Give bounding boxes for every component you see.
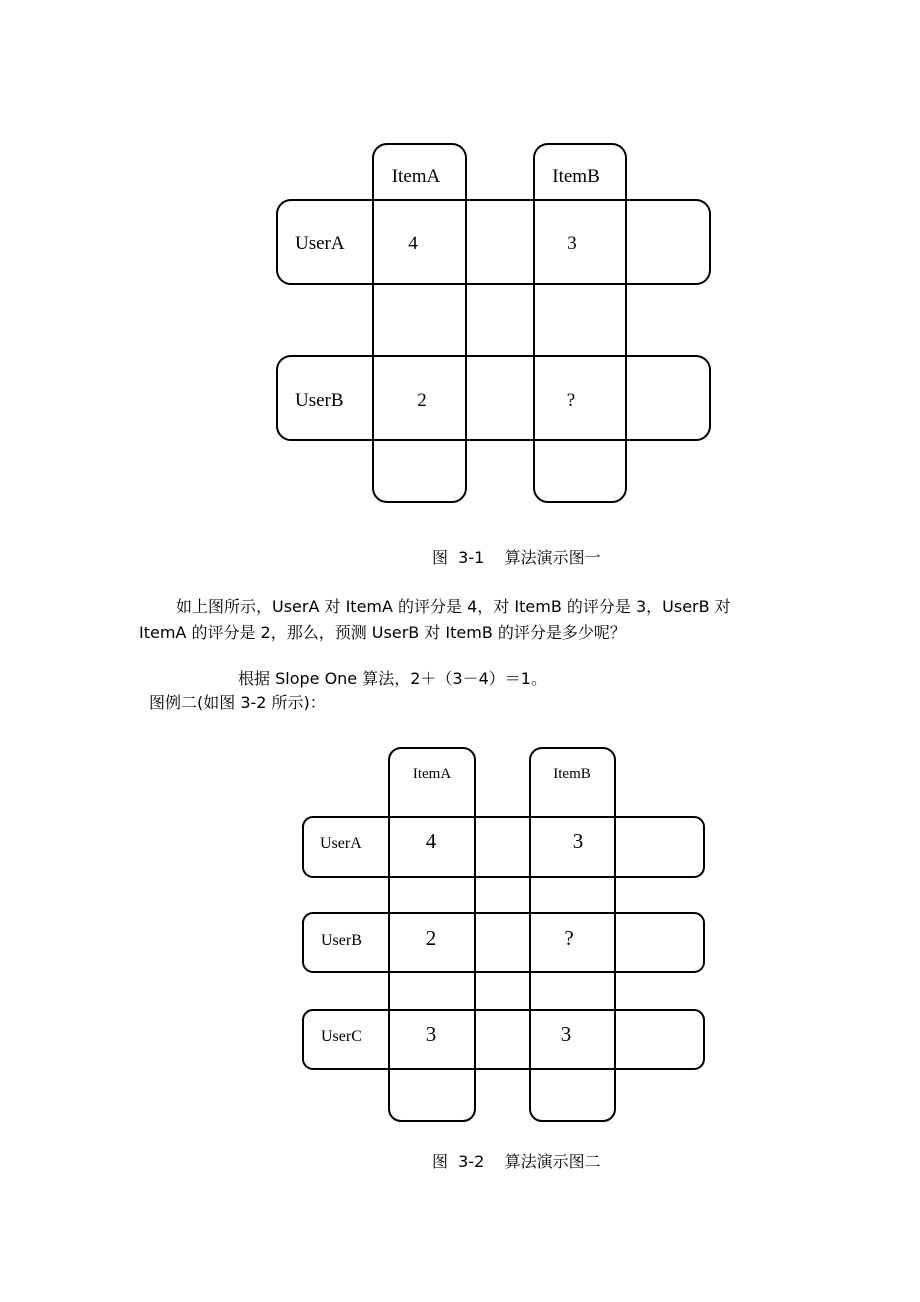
cell-userc-itemb: 3 bbox=[560, 1022, 572, 1046]
row-box-usera bbox=[303, 817, 704, 877]
column-header-itema: ItemA bbox=[391, 166, 441, 187]
example-intro: 图例二(如图 3-2 所示)： bbox=[149, 693, 326, 712]
cell-userc-itema: 3 bbox=[425, 1022, 437, 1046]
cell-usera-itema: 4 bbox=[408, 233, 418, 254]
paragraph-line-2: ItemA 的评分是 2，那么，预测 UserB 对 ItemB 的评分是多少呢？ bbox=[139, 623, 626, 642]
cell-usera-itemb: 3 bbox=[567, 233, 577, 254]
row-label-userb: UserB bbox=[295, 390, 344, 411]
paragraph-line-1: 如上图所示，UserA 对 ItemA 的评分是 4，对 ItemB 的评分是 3，UserB 对 bbox=[176, 597, 731, 616]
figure-caption: 图 3-1 算法演示图一 bbox=[432, 548, 601, 567]
row-label-userc: UserC bbox=[321, 1028, 362, 1045]
cell-userb-itemb: ? bbox=[566, 390, 576, 411]
row-box-userb bbox=[303, 913, 704, 972]
column-header-itema: ItemA bbox=[412, 766, 452, 782]
formula-line: 根据 Slope One 算法，2＋（3－4）＝1。 bbox=[238, 669, 547, 688]
figure-caption: 图 3-2 算法演示图二 bbox=[432, 1152, 601, 1171]
row-label-usera: UserA bbox=[295, 233, 345, 254]
row-box-userc bbox=[303, 1010, 704, 1069]
column-header-itemb: ItemB bbox=[552, 166, 600, 187]
cell-userb-itema: 2 bbox=[425, 926, 437, 950]
column-header-itemb: ItemB bbox=[553, 766, 591, 782]
cell-userb-itemb: ? bbox=[564, 926, 574, 950]
row-label-usera: UserA bbox=[320, 835, 362, 852]
row-label-userb: UserB bbox=[321, 932, 362, 949]
cell-usera-itema: 4 bbox=[425, 829, 437, 853]
cell-userb-itema: 2 bbox=[417, 390, 427, 411]
cell-usera-itemb: 3 bbox=[572, 829, 584, 853]
